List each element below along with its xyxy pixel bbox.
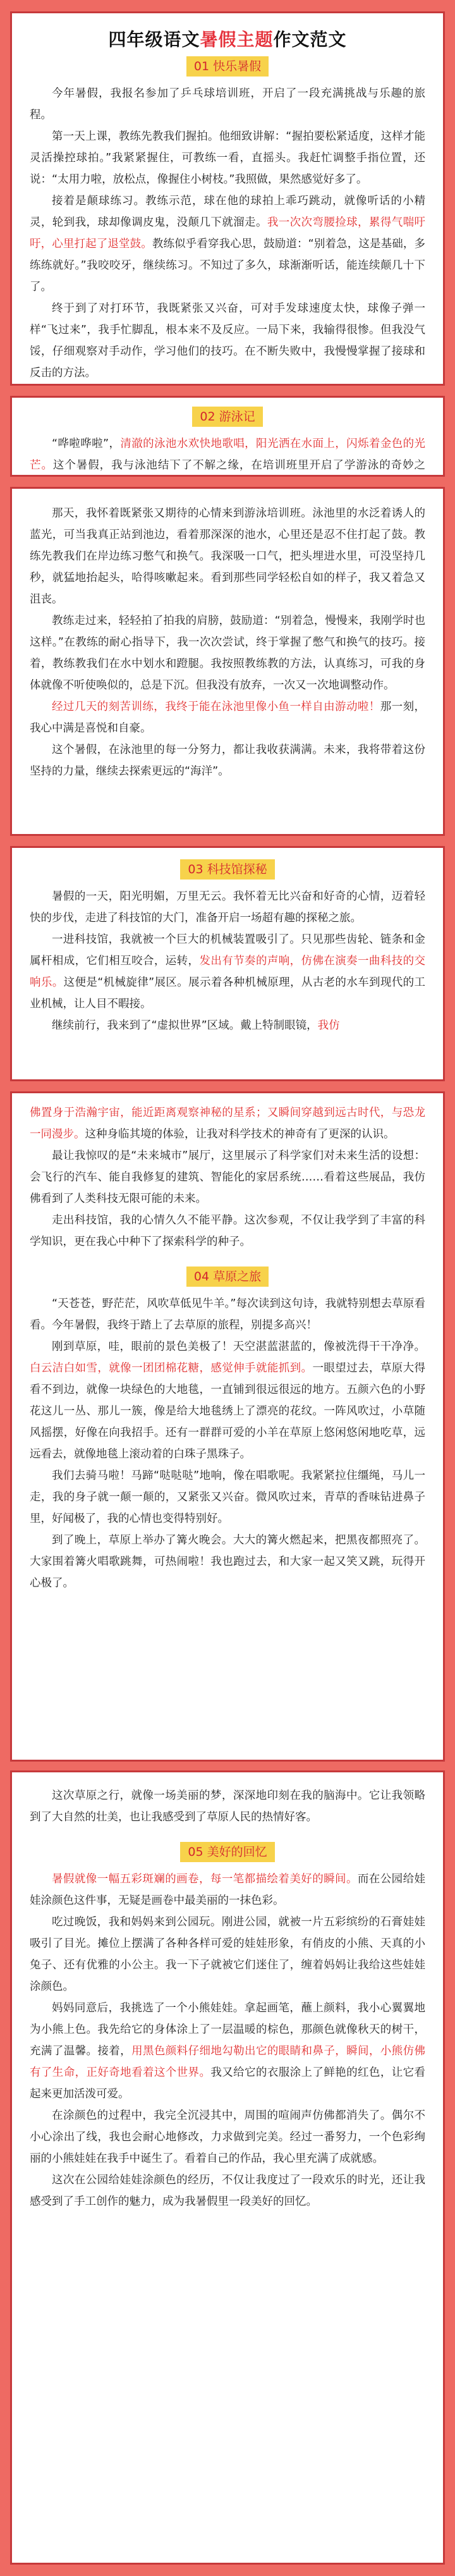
paragraph-text: 我又给它的衣服涂上了鲜艳的红色，让它看起来更加活泼可爱。	[30, 2066, 426, 2101]
paragraph	[30, 433, 425, 477]
highlighted-text: 用黑色颜料仔细地勾勒出它的眼睛和鼻子，瞬间，小熊仿佛有了生命，正好奇地看着这个世界。	[30, 2045, 426, 2079]
essay-body	[30, 83, 425, 386]
paragraph	[30, 886, 425, 929]
paragraph-text: 接着是颠球练习。教练示范，球在他的球拍上乖巧跳动，就像听话的小精灵，轮到我，球却像调皮鬼，没颠几下就溜走。	[30, 195, 425, 229]
paragraph-text: 继续前行，我来到了“虚拟世界”区域。戴上特制眼镜，	[52, 1019, 318, 1032]
paragraph	[30, 2169, 425, 2212]
paragraph	[30, 1465, 425, 1530]
paragraph	[30, 739, 425, 782]
card-essay-1	[10, 11, 445, 386]
essay-body	[30, 1785, 425, 1828]
title-suffix: 作文范文	[273, 29, 347, 50]
highlighted-text: 经过几天的刻苦训练，我终于能在泳池里像小鱼一样自由游动啦！	[52, 701, 380, 713]
paragraph	[30, 384, 425, 386]
highlighted-text: 我一次次弯腰捡球，累得气喘吁吁，心里打起了退堂鼓。	[30, 216, 426, 250]
highlighted-text: 发出有节奏的声响，仿佛在演奏一曲科技的交响乐。	[30, 955, 426, 989]
essay-body	[30, 1293, 425, 1594]
paragraph	[30, 126, 425, 190]
paragraph	[30, 1102, 425, 1145]
section-label: 01 快乐暑假	[186, 56, 269, 77]
paragraph-text: 走出科技馆，我的心情久久不能平静。这次参观，不仅让我学到了丰富的科学知识，更在我心中种下了探索科学的种子。	[30, 1214, 425, 1248]
paragraph	[30, 1530, 425, 1594]
paragraph-text: 这个暑假，在泳池里的每一分努力，都让我收获满满。未来，我将带着这份坚持的力量，继续去探索更远的“海洋”。	[30, 744, 425, 778]
essay-body	[30, 1102, 425, 1253]
section-label: 04 草原之旅	[186, 1267, 269, 1287]
paragraph-text: 这种身临其境的体验，让我对科学技术的神奇有了更深的认识。	[85, 1128, 395, 1141]
paragraph	[30, 190, 425, 298]
card-essay-2-body	[10, 487, 445, 836]
paragraph-text: 那天，我怀着既紧张又期待的心情来到游泳培训班。泳池里的水泛着诱人的蓝光，可当我真正站到池边，看着那深深的池水，心里还是忍不住打起了鼓。教练先教我们在岸边练习憋气和换气。我深吸一口气，把头埋进水里，可没坚持几秒，就猛地抬起头，哈得咳嗽起来。看到那些同学轻松自如的样子，我又着急又沮丧。	[30, 507, 425, 606]
paragraph	[30, 1868, 425, 1911]
paragraph-text: 一眼望过去，草原大得看不到边，就像一块绿色的大地毯，一直铺到很远很远的地方。五颜六色的小野花这儿一丛、那儿一簇，像是给大地毯绣上了漂亮的花纹。一阵风吹过，小草随风摇摆，好像在向我招手。还有一群群可爱的小羊在草原上悠闲悠闲地吃草，远远看去，就像地毯上滚动着的白珠子黑珠子。	[30, 1362, 426, 1461]
paragraph-text: 吃过晚饭，我和妈妈来到公园玩。刚进公园，就被一片五彩缤纷的石膏娃娃吸引了目光。摊位上摆满了各种各样可爱的娃娃形象，有俏皮的小熊、天真的小兔子、还有优雅的小公主。我一下子就被它们迷住了，缠着妈妈让我给这些娃娃涂颜色。	[30, 1916, 425, 1993]
card-essay-3	[10, 846, 445, 1081]
section-label: 05 美好的回忆	[180, 1842, 274, 1862]
section-label: 02 游泳记	[192, 407, 262, 427]
paragraph-text: 这次草原之行，就像一场美丽的梦，深深地印刻在我的脑海中。它让我领略到了大自然的壮美，也让我感受到了草原人民的热情好客。	[30, 1789, 425, 1824]
card-essay-3-cont-4	[10, 1091, 445, 1762]
paragraph-text: 最让我惊叹的是“未来城市”展厅，这里展示了科学家们对未来生活的设想：会飞行的汽车、能自我修复的建筑、智能化的家居系统……看着这些展品，我仿佛看到了人类科技无限可能的未来。	[30, 1150, 425, 1205]
paragraph-text: “天苍苍，野茫茫，风吹草低见牛羊。”每次读到这句诗，我就特别想去草原看看。今年暑假，我终于踏上了去草原的旅程，别提多高兴！	[30, 1297, 425, 1332]
paragraph	[30, 298, 425, 384]
title-prefix: 四年级语文	[108, 29, 200, 50]
paragraph	[30, 696, 425, 739]
paragraph-text: “哗啦哗啦”，	[52, 438, 121, 450]
paragraph	[30, 929, 425, 1015]
paragraph-text: 这便是“机械旋律”展区。展示着各种机械原理，从古老的水车到现代的工业机械，让人目不暇接。	[30, 976, 425, 1010]
paragraph-text: 而在公园给娃娃涂颜色这件事，无疑是画卷中最美丽的一抹色彩。	[30, 1873, 425, 1907]
paragraph-text: 暑假的一天，阳光明媚，万里无云。我怀着无比兴奋和好奇的心情，迈着轻快的步伐，走进了科技馆的大门，准备开启一场超有趣的探秘之旅。	[30, 890, 425, 924]
essay-body	[30, 433, 425, 477]
paragraph-text: 这个暑假，我与泳池结下了不解之缘，在培训班里开启了学游泳的奇妙之	[52, 459, 426, 472]
essay-body	[30, 886, 425, 1036]
card-essay-2-intro	[10, 396, 445, 477]
paragraph-text: 一进科技馆，我就被一个巨大的机械装置吸引了。只见那些齿轮、链条和金属杆相成，它们相互咬合，运转，	[30, 933, 425, 967]
paragraph-text: 终于到了对打环节，我既紧张又兴奋，可对手发球速度太快，球像子弹一样“飞过来”，我手忙脚乱，根本来不及反应。一局下来，我输得很惨。但我没气馁，仔细观察对手动作，学习他们的技巧。在不断失败中，我慢慢掌握了接球和反击的方法。	[30, 302, 425, 379]
paragraph-text: 那一刻，我心中满是喜悦和自豪。	[30, 701, 425, 735]
paragraph	[30, 1210, 425, 1253]
paragraph-text: 教练走过来，轻轻拍了拍我的肩膀，鼓励道：“别着急，慢慢来，我刚学时也这样。”在教练的耐心指导下，我一次次尝试，终于掌握了憋气和换气的技巧。接着，教练教我们在水中划水和蹬腿。我按照教练教的方法，认真练习，可我的身体就像不听使唤似的，总是下沉。但我没有放弃，一次又一次地调整动作。	[30, 615, 425, 692]
paragraph	[30, 83, 425, 126]
title-highlight: 暑假主题	[200, 29, 274, 50]
highlighted-text: 暑假就像一幅五彩斑斓的画卷，每一笔都描绘着美好的瞬间。	[52, 1873, 358, 1886]
paragraph	[30, 1293, 425, 1336]
paragraph	[30, 503, 425, 610]
paragraph-text: 第一天上课，教练先教我们握拍。他细致讲解：“握拍要松紧适度，这样才能灵活操控球拍。”我紧紧握住，可教练一看，直摇头。我赶忙调整手指位置，还说：“太用力啦，放松点，像握住小树枝。”我照做，果然感觉好多了。	[30, 130, 425, 186]
paragraph-text: 这次在公园给娃娃涂颜色的经历，不仅让我度过了一段欢乐的时光，还让我感受到了手工创作的魅力，成为我暑假里一段美好的回忆。	[30, 2174, 425, 2208]
highlighted-text: 清澈的泳池水欢快地歌唱，阳光洒在水面上，闪烁着金色的光芒。	[30, 438, 426, 472]
paragraph	[30, 1015, 425, 1036]
paragraph-text: 我们去骑马啦！马蹄“哒哒哒”地响，像在唱歌呢。我紧紧拉住缰绳，马儿一走，我的身子就一颠一颠的，又紧张又兴奋。微风吹过来，青草的香味钻进鼻子里，好闻极了，我的心情也变得特别好。	[30, 1469, 425, 1525]
paragraph	[30, 1997, 425, 2105]
card-essay-4-end-5	[10, 1770, 445, 2565]
highlighted-text: 我仿	[317, 1019, 340, 1032]
paragraph	[30, 1785, 425, 1828]
essay-body	[30, 503, 425, 782]
paragraph-text: 在涂颜色的过程中，我完全沉浸其中，周围的喧闹声仿佛都消失了。偶尔不小心涂出了线，我也会耐心地修改，力求做到完美。经过一番努力，一个色彩绚丽的小熊娃娃在我手中诞生了。看着自己的作品，我心里充满了成就感。	[30, 2109, 425, 2165]
paragraph	[30, 1145, 425, 1210]
paragraph-text: 刚到草原，哇，眼前的景色美极了！天空湛蓝湛蓝的，像被洗得干干净净。	[52, 1340, 425, 1353]
paragraph	[30, 1336, 425, 1465]
paragraph-text: 妈妈同意后，我挑选了一个小熊娃娃。拿起画笔，蘸上颜料，我小心翼翼地为小熊上色。我先给它的身体涂上了一层温暖的棕色，那颜色就像秋天的树干，充满了温馨。接着，	[30, 2002, 425, 2058]
essay-body	[30, 1868, 425, 2212]
paragraph	[30, 610, 425, 696]
paragraph	[30, 2105, 425, 2169]
page-title	[30, 26, 425, 51]
paragraph-text: 到了晚上，草原上举办了篝火晚会。大大的篝火燃起来，把黑夜都照亮了。大家围着篝火唱歌跳舞，可热闹啦！我也跑过去，和大家一起又笑又跳，玩得开心极了。	[30, 1534, 425, 1590]
paragraph	[30, 1911, 425, 1997]
section-label: 03 科技馆探秘	[180, 859, 274, 880]
paragraph-text: 今年暑假，我报名参加了乒乓球培训班，开启了一段充满挑战与乐趣的旅程。	[30, 87, 425, 121]
highlighted-text: 佛置身于浩瀚宇宙，能近距离观察神秘的星系；又瞬间穿越到远古时代，与恐龙一同漫步。	[30, 1107, 425, 1141]
paragraph-text: 教练似乎看穿我心思，鼓励道：“别着急，这是基础，多练练就好。”我咬咬牙，继续练习。不知过了多久，球渐渐听话，能连续颠几十下了。	[30, 238, 425, 293]
highlighted-text: 白云洁白如雪，就像一团团棉花糖，感觉伸手就能抓到。	[30, 1362, 313, 1375]
